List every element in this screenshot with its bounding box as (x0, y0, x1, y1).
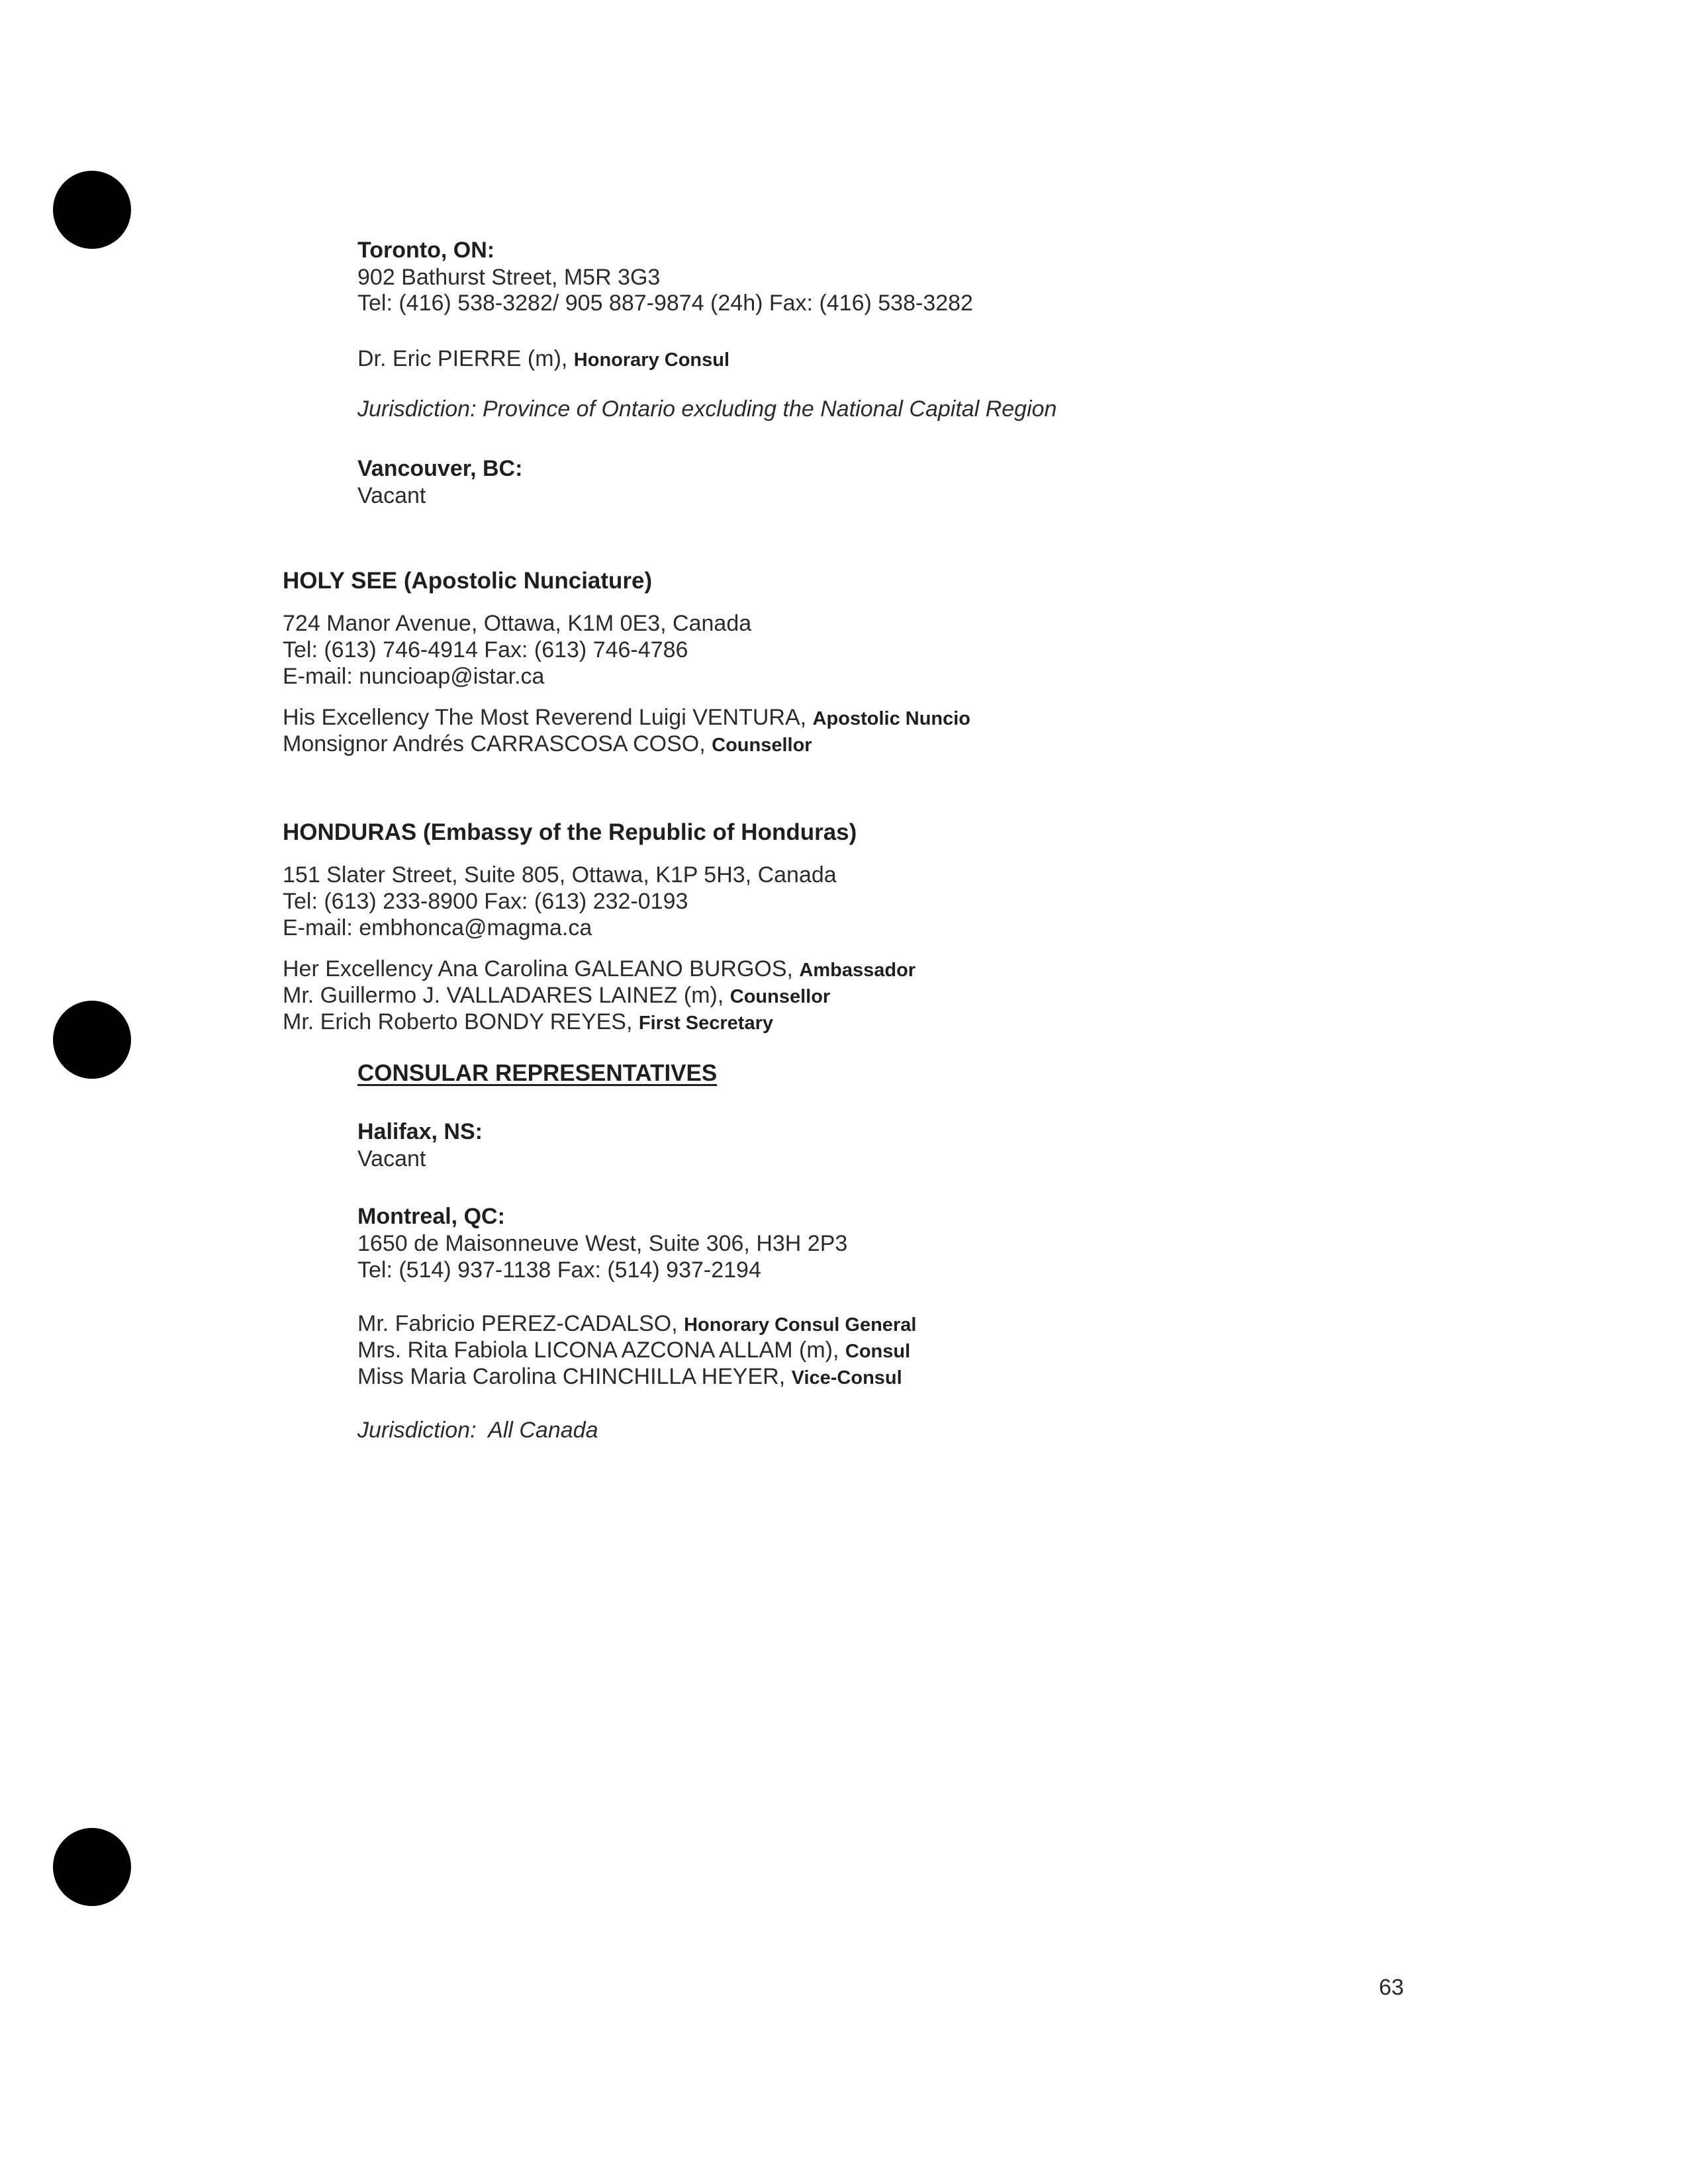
staff-title: Counsellor (729, 986, 831, 1007)
montreal-phone-fax: Tel: (514) 937-1138 Fax: (514) 937-2194 (357, 1257, 761, 1283)
montreal-staff-2 (357, 1337, 910, 1365)
holy-see-phone-fax: Tel: (613) 746-4914 Fax: (613) 746-4786 (283, 637, 688, 662)
montreal-staff-1 (357, 1310, 916, 1338)
toronto-person (357, 345, 729, 373)
staff-name: Mrs. Rita Fabiola LICONA AZCONA ALLAM (m), (357, 1338, 839, 1363)
toronto-address: 902 Bathurst Street, M5R 3G3 (357, 265, 661, 290)
staff-name: Monsignor Andrés CARRASCOSA COSO, (283, 731, 706, 756)
staff-title: Honorary Consul General (684, 1314, 917, 1336)
holy-see-heading: HOLY SEE (Apostolic Nunciature) (283, 568, 653, 594)
honduras-phone-fax: Tel: (613) 233-8900 Fax: (613) 232-0193 (283, 889, 688, 914)
toronto-jurisdiction: Jurisdiction: Province of Ontario excluding the National Capital Region (357, 396, 1057, 422)
staff-title: Ambassador (799, 960, 916, 981)
holy-see-email: E-mail: nuncioap@istar.ca (283, 664, 545, 689)
staff-name: Mr. Fabricio PEREZ-CADALSO, (357, 1311, 678, 1336)
vancouver-heading: Vancouver, BC: (357, 456, 523, 481)
page-number: 63 (1379, 1975, 1404, 2000)
staff-title: Vice-Consul (791, 1367, 902, 1388)
honduras-staff-2 (283, 982, 830, 1010)
montreal-address: 1650 de Maisonneuve West, Suite 306, H3H 2P3 (357, 1231, 848, 1256)
staff-name: Her Excellency Ana Carolina GALEANO BURGOS, (283, 956, 793, 981)
staff-name: Mr. Guillermo J. VALLADARES LAINEZ (m), (283, 983, 724, 1008)
holy-see-staff-1 (283, 704, 970, 732)
staff-title: First Secretary (638, 1013, 774, 1034)
honduras-staff-1 (283, 956, 915, 983)
binder-hole-bottom (53, 1828, 131, 1906)
honduras-email: E-mail: embhonca@magma.ca (283, 915, 592, 940)
consular-representatives-heading: CONSULAR REPRESENTATIVES (357, 1060, 718, 1086)
toronto-heading: Toronto, ON: (357, 238, 495, 263)
toronto-person-name: Dr. Eric PIERRE (m), (357, 346, 568, 371)
montreal-heading: Montreal, QC: (357, 1204, 505, 1229)
honduras-heading: HONDURAS (Embassy of the Republic of Honduras) (283, 819, 857, 845)
toronto-phone-fax: Tel: (416) 538-3282/ 905 887-9874 (24h) Fax: (416) 538-3282 (357, 291, 973, 316)
staff-title: Apostolic Nuncio (812, 708, 971, 729)
binder-hole-top (53, 171, 131, 249)
vancouver-status: Vacant (357, 483, 426, 508)
binder-hole-middle (53, 1001, 131, 1079)
holy-see-address: 724 Manor Avenue, Ottawa, K1M 0E3, Canada (283, 611, 752, 636)
staff-name: Mr. Erich Roberto BONDY REYES, (283, 1009, 633, 1034)
toronto-person-title: Honorary Consul (573, 349, 730, 371)
halifax-status: Vacant (357, 1146, 426, 1171)
montreal-jurisdiction: Jurisdiction: All Canada (357, 1418, 598, 1443)
halifax-heading: Halifax, NS: (357, 1119, 483, 1144)
staff-name: Miss Maria Carolina CHINCHILLA HEYER, (357, 1364, 786, 1389)
honduras-address: 151 Slater Street, Suite 805, Ottawa, K1P 5H3, Canada (283, 862, 837, 887)
holy-see-staff-2 (283, 731, 812, 758)
staff-name: His Excellency The Most Reverend Luigi VENTURA, (283, 705, 807, 730)
staff-title: Consul (845, 1341, 911, 1362)
montreal-staff-3 (357, 1363, 902, 1391)
staff-title: Counsellor (712, 735, 812, 756)
honduras-staff-3 (283, 1009, 773, 1036)
